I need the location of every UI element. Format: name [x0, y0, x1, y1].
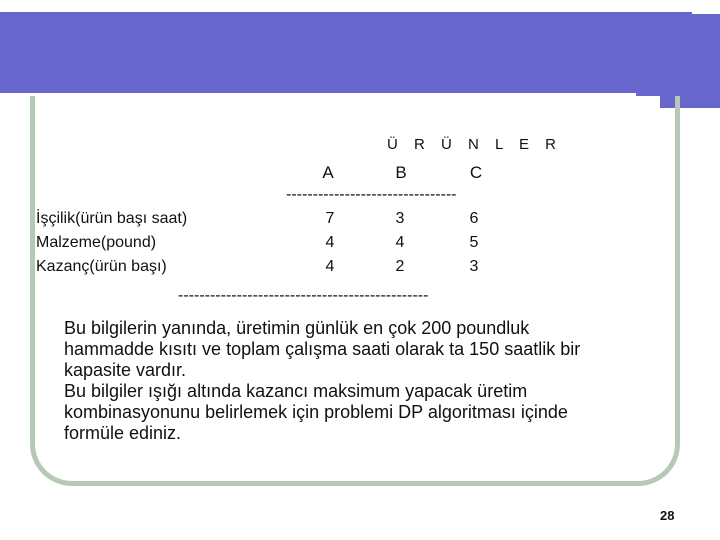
page-number: 28	[660, 508, 675, 523]
paragraph-line: Bu bilgilerin yanında, üretimin günlük en çok 200 poundluk	[64, 318, 530, 338]
paragraph-line: kombinasyonunu belirlemek için problemi DP algoritması içinde	[64, 402, 568, 422]
table-top-separator: --------------------------------	[286, 186, 457, 203]
row-label: Malzeme(pound)	[36, 234, 157, 251]
paragraph-line: Bu bilgiler ışığı altında kazancı maksimum yapacak üretim	[64, 381, 528, 401]
cell-labor-a: 7	[325, 210, 335, 227]
row-label: İşçilik(ürün başı saat)	[36, 210, 188, 227]
paragraph-line: formüle ediniz.	[64, 423, 182, 443]
paragraph-line: hammadde kısıtı ve toplam çalışma saati olarak ta 150 saatlik bir	[64, 339, 581, 359]
problem-description	[64, 318, 664, 444]
paragraph-line: kapasite vardır.	[64, 360, 187, 380]
column-header-b: B	[395, 163, 407, 182]
cell-material-b: 4	[395, 234, 405, 251]
cell-labor-b: 3	[395, 210, 405, 227]
table-bottom-separator: -----------------------------------------------	[178, 287, 429, 304]
cell-profit-a: 4	[325, 258, 335, 275]
products-heading: Ü R Ü N L E R	[387, 136, 562, 153]
cell-material-c: 5	[469, 234, 479, 251]
cell-labor-c: 6	[469, 210, 479, 227]
cell-profit-c: 3	[469, 258, 479, 275]
slide-header-extension	[660, 14, 720, 108]
column-header-c: C	[469, 163, 483, 182]
cell-material-a: 4	[325, 234, 335, 251]
cell-profit-b: 2	[395, 258, 405, 275]
column-header-a: A	[322, 163, 334, 182]
slide-header-band	[0, 12, 692, 96]
row-label: Kazanç(ürün başı)	[36, 258, 167, 275]
